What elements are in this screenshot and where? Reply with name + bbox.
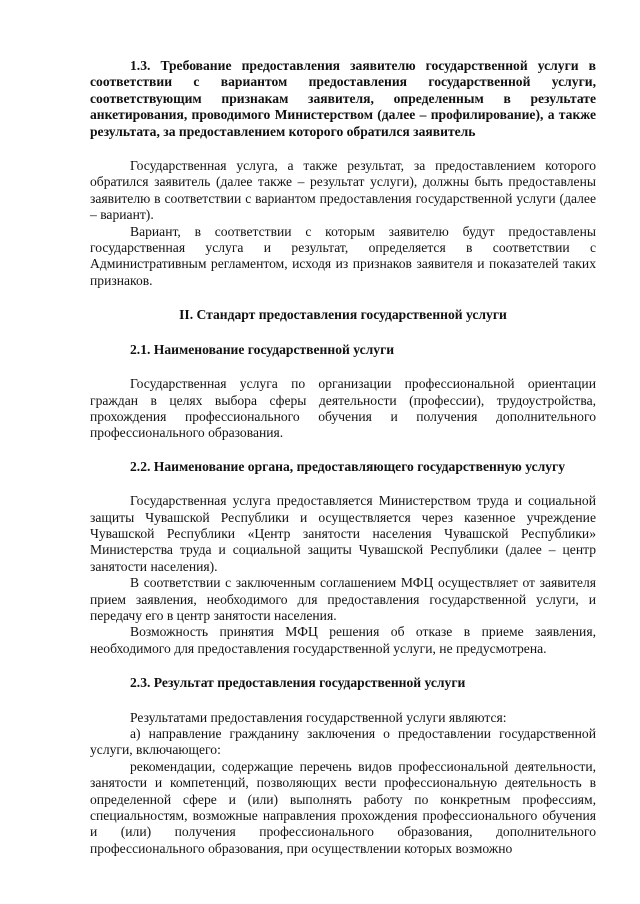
section-2-2-paragraph-2: В соответствии с заключенным соглашением МФЦ осуществляет от заявителя прием заявления, необходимого для предоставления государственной услуги, и передачу его в центр занятости населения. (90, 575, 596, 623)
section-2-2-paragraph-3: Возможность принятия МФЦ решения об отказе в приеме заявления, необходимого для предоставления государственной услуги, не предусмотрена. (90, 624, 596, 656)
section-2-3-paragraph-1: Результатами предоставления государственной услуги являются: (130, 709, 507, 725)
section-2-title: II. Стандарт предоставления государственной услуги (179, 307, 507, 323)
section-2-1-paragraph-1: Государственная услуга по организации профессиональной ориентации граждан в целях выбора сферы деятельности (профессии), трудоустройства, прохождения профессионального обучения и получения дополнительного профессионального образования. (90, 376, 596, 441)
section-2-3-paragraph-2: а) направление гражданину заключения о предоставлении государственной услуги, включающего: (90, 726, 596, 758)
section-1-3-heading: 1.3. Требование предоставления заявителю государственной услуги в соответствии с вариантом предоставления государственной услуги, соответствующим признакам заявителя, определенным в результате анкетирования, проводимого Министерством (далее – профилирование), а также результата, за предоставлением которого обратился заявитель (90, 58, 596, 139)
section-1-3-paragraph-1: Государственная услуга, а также результат, за предоставлением которого обратился заявитель (далее также – результат услуги), должны быть предоставлены заявителю в соответствии с вариантом предоставления государственной услуги (далее – вариант). (90, 158, 596, 223)
section-2-3-paragraph-3: рекомендации, содержащие перечень видов профессиональной деятельности, занятости и компетенций, позволяющих вести профессиональную деятельность в определенной сфере и (или) выполнять работу по конкретным профессиям, специальностям, возможные направления прохождения профессионального обучения и (или) получения профессионального образования, дополнительного профессионального образования, при осуществлении которых возможно (90, 758, 596, 856)
document-page (90, 58, 596, 857)
section-2-2-heading: 2.2. Наименование органа, предоставляющего государственную услугу (130, 458, 566, 474)
section-2-2-paragraph-1: Государственная услуга предоставляется Министерством труда и социальной защиты Чувашской Республики и осуществляется через казенное учреждение Чувашской Республики «Центр занятости населения Чувашской Республики» Министерства труда и социальной защиты Чувашской Республики (далее – центр занятости населения). (90, 493, 596, 574)
section-1-3-paragraph-2: Вариант, в соответствии с которым заявителю будут предоставлены государственная услуга и результат, определяется в соответствии с Административным регламентом, исходя из признаков заявителя и показателей таких признаков. (90, 223, 596, 288)
section-2-1-heading: 2.1. Наименование государственной услуги (130, 341, 395, 357)
section-2-3-heading: 2.3. Результат предоставления государственной услуги (130, 675, 466, 691)
